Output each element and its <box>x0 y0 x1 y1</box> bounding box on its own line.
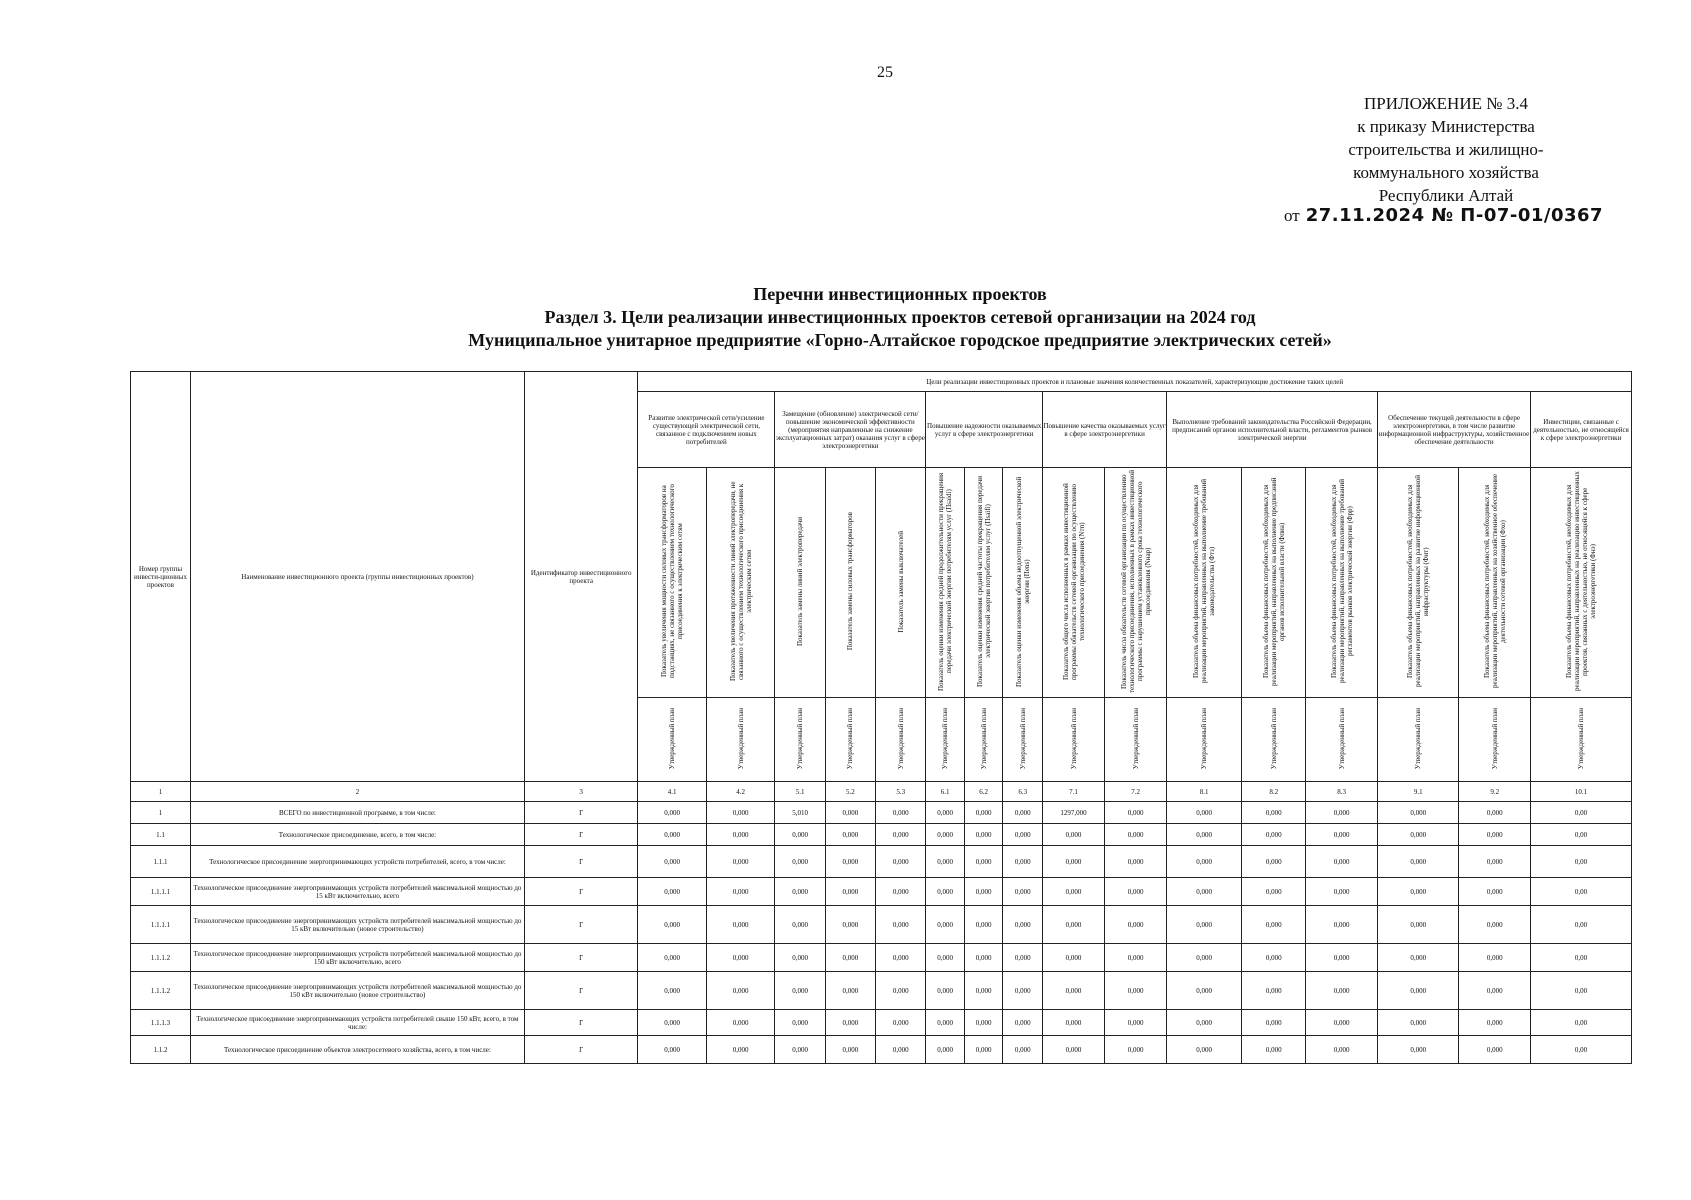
row-value: 0,000 <box>926 802 965 824</box>
header-goals: Цели реализации инвестиционных проектов и плановые значения количественных показателей, характеризующие достижение таких целей <box>638 372 1632 392</box>
row-value: 0,00 <box>1531 824 1632 846</box>
row-name: Технологическое присоединение, всего, в том числе: <box>190 824 524 846</box>
column-number: 2 <box>190 782 524 802</box>
column-number: 5.2 <box>825 782 875 802</box>
row-value: 0,000 <box>964 906 1003 944</box>
row-number: 1.1.1.2 <box>131 944 191 972</box>
table-row <box>131 972 1632 1010</box>
indicator-header <box>926 468 965 698</box>
plan-header <box>1043 698 1105 782</box>
document-titles <box>300 283 1500 352</box>
plan-header <box>706 698 775 782</box>
row-value: 0,000 <box>1043 906 1105 944</box>
row-value: 0,000 <box>876 972 926 1010</box>
row-value: 0,000 <box>638 824 707 846</box>
plan-label: Утвержденный план <box>846 707 855 770</box>
row-value: 0,000 <box>1306 824 1378 846</box>
table-row <box>131 802 1632 824</box>
indicator-header <box>1167 468 1242 698</box>
column-number: 9.1 <box>1378 782 1459 802</box>
column-number: 6.3 <box>1003 782 1043 802</box>
indicator-label: Показатель объема финансовых потребностей, необходимых для реализации мероприятий, направленных на реализацию инвестиционных проектов, связанных с деятельностью, не относящейся к сфере электроэнергетики (Фнэ) <box>1565 471 1598 692</box>
plan-header <box>1242 698 1306 782</box>
row-value: 0,000 <box>1167 802 1242 824</box>
row-value: 0,000 <box>1105 1010 1167 1036</box>
row-number: 1.1.2 <box>131 1036 191 1064</box>
row-value: 0,00 <box>1531 944 1632 972</box>
plan-label: Утвержденный план <box>1018 707 1027 770</box>
row-value: 0,000 <box>964 846 1003 878</box>
row-value: 0,000 <box>825 824 875 846</box>
plan-label: Утвержденный план <box>1269 707 1278 770</box>
plan-header <box>1003 698 1043 782</box>
row-value: 0,000 <box>825 906 875 944</box>
row-value: 0,000 <box>964 824 1003 846</box>
row-value: 0,000 <box>1306 1036 1378 1064</box>
plan-header <box>1459 698 1531 782</box>
row-value: 0,000 <box>926 906 965 944</box>
row-value: 0,000 <box>638 846 707 878</box>
header-group-number: Номер группы инвести-ционных проектов <box>131 372 191 782</box>
row-number: 1.1.1.1 <box>131 906 191 944</box>
indicator-label: Показатель числа обязательств сетевой организации по осуществлению технологического присоединения, исполненных в рамках инвестиционной программы с нарушением установленного срока технологического присоединения (Nнар) <box>1119 469 1152 694</box>
row-value: 0,000 <box>706 906 775 944</box>
indicator-header <box>1306 468 1378 698</box>
column-number: 4.1 <box>638 782 707 802</box>
plan-label: Утвержденный план <box>1577 707 1586 770</box>
row-value: 0,000 <box>1167 1010 1242 1036</box>
column-number: 8.2 <box>1242 782 1306 802</box>
row-value: 0,000 <box>1105 972 1167 1010</box>
row-value: 0,000 <box>964 1036 1003 1064</box>
row-value: 5,010 <box>775 802 825 824</box>
appendix-line: Республики Алтай <box>1378 186 1514 205</box>
indicator-label: Показатель объема финансовых потребностей, необходимых для реализации мероприятий, направленных на развитие информационной инфраструктуры (Фит) <box>1406 475 1431 688</box>
column-number: 6.2 <box>964 782 1003 802</box>
goal-group-header: Повышение качества оказываемых услуг в сфере электроэнергетики <box>1043 392 1167 468</box>
row-value: 0,000 <box>1306 846 1378 878</box>
indicator-label: Показатель объема финансовых потребностей, необходимых для реализации мероприятий, направленных на хозяйственное обеспечение деятельности сетевой организации (Фхо) <box>1482 474 1507 689</box>
row-name: Технологическое присоединение объектов электросетевого хозяйства, всего, в том числе: <box>190 1036 524 1064</box>
row-value: 0,000 <box>926 944 965 972</box>
plan-header <box>1306 698 1378 782</box>
table-row <box>131 878 1632 906</box>
row-value: 0,000 <box>926 1036 965 1064</box>
indicator-header <box>1105 468 1167 698</box>
row-value: 0,000 <box>1459 1036 1531 1064</box>
row-value: 0,000 <box>1167 824 1242 846</box>
row-value: 0,000 <box>1242 802 1306 824</box>
row-value: 0,000 <box>876 878 926 906</box>
row-value: 0,000 <box>1003 972 1043 1010</box>
indicator-label: Показатель замены силовых трансформаторов <box>846 512 855 651</box>
row-value: 0,000 <box>775 972 825 1010</box>
row-value: 0,000 <box>1306 802 1378 824</box>
row-value: 0,000 <box>638 1010 707 1036</box>
row-value: 0,000 <box>876 1036 926 1064</box>
goal-group-header: Замещение (обновление) электрической сети/повышение экономической эффективности (мероприятия направленные на снижение эксплуатационных затрат) оказания услуг в сфере электроэнергетики <box>775 392 926 468</box>
row-value: 0,000 <box>964 878 1003 906</box>
row-value: 0,000 <box>964 802 1003 824</box>
plan-header <box>825 698 875 782</box>
row-value: 0,00 <box>1531 972 1632 1010</box>
column-number: 5.3 <box>876 782 926 802</box>
row-value: 0,000 <box>926 1010 965 1036</box>
plan-label: Утвержденный план <box>896 707 905 770</box>
indicator-label: Показатель общего числа исполненных в рамках инвестиционной программы обязательств сетевой организации по осуществлению технологического присоединения (Nтп) <box>1061 483 1086 680</box>
row-value: 0,000 <box>1459 906 1531 944</box>
row-value: 0,000 <box>1043 1010 1105 1036</box>
row-value: 0,00 <box>1531 1036 1632 1064</box>
indicator-header <box>775 468 825 698</box>
row-value: 0,000 <box>1242 906 1306 944</box>
plan-header <box>926 698 965 782</box>
appendix-line: ПРИЛОЖЕНИЕ № 3.4 <box>1364 94 1528 113</box>
indicator-header <box>1242 468 1306 698</box>
row-identifier: Г <box>524 846 637 878</box>
row-value: 0,000 <box>1105 824 1167 846</box>
row-identifier: Г <box>524 944 637 972</box>
column-number: 6.1 <box>926 782 965 802</box>
plan-label: Утвержденный план <box>1414 707 1423 770</box>
row-value: 0,000 <box>926 878 965 906</box>
row-value: 0,000 <box>1242 944 1306 972</box>
row-value: 0,000 <box>706 824 775 846</box>
row-value: 0,000 <box>1105 802 1167 824</box>
row-value: 0,000 <box>1378 944 1459 972</box>
row-value: 0,000 <box>638 878 707 906</box>
row-value: 0,000 <box>775 944 825 972</box>
row-number: 1 <box>131 802 191 824</box>
appendix-line: коммунального хозяйства <box>1353 163 1539 182</box>
order-reference <box>1284 204 1644 227</box>
row-value: 0,000 <box>1459 1010 1531 1036</box>
appendix-line: строительства и жилищно- <box>1348 140 1544 159</box>
plan-label: Утвержденный план <box>1069 707 1078 770</box>
row-value: 0,000 <box>1003 824 1043 846</box>
row-value: 0,000 <box>1306 972 1378 1010</box>
row-value: 0,000 <box>1043 1036 1105 1064</box>
row-value: 0,000 <box>926 824 965 846</box>
row-value: 0,000 <box>775 846 825 878</box>
row-value: 0,000 <box>1306 906 1378 944</box>
row-value: 0,000 <box>1242 1036 1306 1064</box>
row-value: 0,000 <box>1167 1036 1242 1064</box>
column-number: 9.2 <box>1459 782 1531 802</box>
row-name: Технологическое присоединение энергопринимающих устройств потребителей максимальной мощностью до 15 кВт включительно (новое строительство) <box>190 906 524 944</box>
row-value: 0,000 <box>638 1036 707 1064</box>
header-project-id: Идентификатор инвестиционного проекта <box>524 372 637 782</box>
row-value: 0,000 <box>1003 846 1043 878</box>
row-value: 0,000 <box>1378 972 1459 1010</box>
row-value: 0,000 <box>1003 878 1043 906</box>
row-value: 0,00 <box>1531 878 1632 906</box>
indicator-label: Показатель объема финансовых потребностей, необходимых для реализации мероприятий, направленных на выполнение предписаний органов исполнительной власти (Фпиа) <box>1261 477 1286 686</box>
row-value: 0,000 <box>825 846 875 878</box>
row-value: 0,000 <box>876 944 926 972</box>
row-identifier: Г <box>524 878 637 906</box>
row-value: 0,000 <box>825 802 875 824</box>
indicator-label: Показатель замены линий электропередачи <box>796 516 805 647</box>
indicator-header <box>706 468 775 698</box>
row-value: 0,000 <box>964 972 1003 1010</box>
row-value: 0,000 <box>638 906 707 944</box>
row-value: 0,000 <box>1378 878 1459 906</box>
row-value: 0,000 <box>775 878 825 906</box>
row-identifier: Г <box>524 906 637 944</box>
row-value: 0,000 <box>1378 824 1459 846</box>
row-name: Технологическое присоединение энергопринимающих устройств потребителей максимальной мощностью до 150 кВт включительно (новое строительство) <box>190 972 524 1010</box>
row-name: Технологическое присоединение энергопринимающих устройств потребителей, всего, в том числе: <box>190 846 524 878</box>
plan-label: Утвержденный план <box>736 707 745 770</box>
plan-header <box>1378 698 1459 782</box>
indicator-header <box>825 468 875 698</box>
row-value: 0,000 <box>825 878 875 906</box>
row-value: 0,000 <box>638 972 707 1010</box>
row-value: 0,000 <box>706 1036 775 1064</box>
plan-label: Утвержденный план <box>1337 707 1346 770</box>
row-value: 0,000 <box>638 944 707 972</box>
table-row <box>131 944 1632 972</box>
row-value: 0,000 <box>1105 944 1167 972</box>
row-value: 0,000 <box>706 944 775 972</box>
indicator-label: Показатель увеличения мощности силовых трансформаторов на подстанциях, не связанного с осуществлением технологического присоединения к электрическим сетям <box>660 484 685 679</box>
appendix-block <box>1284 92 1604 226</box>
row-value: 0,000 <box>775 1036 825 1064</box>
row-number: 1.1.1 <box>131 846 191 878</box>
row-value: 0,000 <box>706 1010 775 1036</box>
row-value: 0,000 <box>964 1010 1003 1036</box>
row-value: 0,000 <box>1459 802 1531 824</box>
row-value: 0,000 <box>1167 846 1242 878</box>
column-number: 10.1 <box>1531 782 1632 802</box>
indicator-header <box>964 468 1003 698</box>
plan-label: Утвержденный план <box>668 707 677 770</box>
row-value: 0,000 <box>1003 1036 1043 1064</box>
column-number: 1 <box>131 782 191 802</box>
indicator-header <box>1003 468 1043 698</box>
plan-label: Утвержденный план <box>1490 707 1499 770</box>
column-number: 7.2 <box>1105 782 1167 802</box>
indicator-label: Показатель оценки изменения средней продолжительности прекращения передачи электрической энергии потребителям услуг (Пsaidi) <box>937 472 954 691</box>
column-number: 4.2 <box>706 782 775 802</box>
table-row <box>131 846 1632 878</box>
row-value: 0,000 <box>706 802 775 824</box>
row-identifier: Г <box>524 802 637 824</box>
row-value: 0,000 <box>1043 846 1105 878</box>
investment-table <box>130 371 1632 1064</box>
indicator-header <box>1043 468 1105 698</box>
row-value: 0,000 <box>1306 878 1378 906</box>
table-row <box>131 1036 1632 1064</box>
indicator-label: Показатель объема финансовых потребностей, необходимых для реализации мероприятий, направленных на выполнение требований законодательства (Фтз) <box>1192 479 1217 684</box>
goal-group-header: Обеспечение текущей деятельности в сфере электроэнергетики, в том числе развитие информационной инфраструктуры, хозяйственное обеспечение деятельности <box>1378 392 1531 468</box>
column-number: 8.1 <box>1167 782 1242 802</box>
indicator-header <box>1378 468 1459 698</box>
row-value: 0,000 <box>1459 972 1531 1010</box>
plan-header <box>1531 698 1632 782</box>
row-value: 0,000 <box>1459 824 1531 846</box>
row-value: 0,000 <box>1043 878 1105 906</box>
row-value: 0,000 <box>1378 846 1459 878</box>
row-value: 0,000 <box>825 1036 875 1064</box>
row-value: 0,000 <box>1105 878 1167 906</box>
row-value: 0,000 <box>1242 824 1306 846</box>
indicator-header <box>1531 468 1632 698</box>
row-value: 0,000 <box>1378 1010 1459 1036</box>
row-name: Технологическое присоединение энергопринимающих устройств потребителей максимальной мощностью до 15 кВт включительно, всего <box>190 878 524 906</box>
row-value: 0,000 <box>1167 906 1242 944</box>
row-value: 0,000 <box>825 972 875 1010</box>
row-value: 0,000 <box>1459 878 1531 906</box>
row-value: 0,000 <box>1459 846 1531 878</box>
row-value: 0,000 <box>1242 972 1306 1010</box>
indicator-header <box>876 468 926 698</box>
indicator-label: Показатель замены выключателей <box>896 530 905 633</box>
table-row <box>131 1010 1632 1036</box>
table-row <box>131 906 1632 944</box>
header-project-name: Наименование инвестиционного проекта (группы инвестиционных проектов) <box>190 372 524 782</box>
plan-header <box>638 698 707 782</box>
title-line: Муниципальное унитарное предприятие «Горно-Алтайское городское предприятие электрических сетей» <box>468 330 1332 350</box>
plan-header <box>876 698 926 782</box>
row-value: 0,000 <box>1167 944 1242 972</box>
goal-group-header: Развитие электрической сети/усиление существующей электрической сети, связанное с подключением новых потребителей <box>638 392 775 468</box>
row-value: 0,000 <box>706 878 775 906</box>
row-identifier: Г <box>524 1010 637 1036</box>
plan-header <box>1167 698 1242 782</box>
plan-label: Утвержденный план <box>1131 707 1140 770</box>
column-number: 5.1 <box>775 782 825 802</box>
column-number: 7.1 <box>1043 782 1105 802</box>
row-value: 0,000 <box>876 802 926 824</box>
row-value: 0,000 <box>1105 846 1167 878</box>
row-value: 0,00 <box>1531 1010 1632 1036</box>
row-value: 0,00 <box>1531 802 1632 824</box>
row-value: 0,000 <box>706 972 775 1010</box>
row-identifier: Г <box>524 972 637 1010</box>
plan-label: Утвержденный план <box>979 707 988 770</box>
indicator-header <box>1459 468 1531 698</box>
row-value: 0,000 <box>1003 944 1043 972</box>
row-value: 0,000 <box>775 1010 825 1036</box>
row-value: 0,000 <box>1306 1010 1378 1036</box>
plan-label: Утвержденный план <box>1200 707 1209 770</box>
row-value: 0,000 <box>926 846 965 878</box>
row-value: 0,000 <box>876 846 926 878</box>
appendix-line: к приказу Министерства <box>1357 117 1535 136</box>
plan-header <box>964 698 1003 782</box>
row-value: 0,000 <box>1459 944 1531 972</box>
row-value: 0,000 <box>1003 906 1043 944</box>
title-line: Раздел 3. Цели реализации инвестиционных проектов сетевой организации на 2024 год <box>544 307 1256 327</box>
plan-label: Утвержденный план <box>796 707 805 770</box>
row-value: 0,000 <box>825 1010 875 1036</box>
page-number: 25 <box>877 64 893 81</box>
row-value: 0,000 <box>1043 944 1105 972</box>
row-value: 0,000 <box>775 906 825 944</box>
order-number: 27.11.2024 № П-07-01/0367 <box>1305 205 1604 226</box>
title-line: Перечни инвестиционных проектов <box>753 284 1047 304</box>
row-value: 0,00 <box>1531 906 1632 944</box>
column-number: 3 <box>524 782 637 802</box>
row-value: 0,00 <box>1531 846 1632 878</box>
row-value: 0,000 <box>1003 802 1043 824</box>
indicator-label: Показатель оценки изменения средней частоты прекращения передачи электрической энергии потребителям услуг (Пsaifi) <box>975 476 992 688</box>
row-value: 0,000 <box>1167 878 1242 906</box>
indicator-header <box>638 468 707 698</box>
row-number: 1.1 <box>131 824 191 846</box>
row-number: 1.1.1.2 <box>131 972 191 1010</box>
row-value: 0,000 <box>1043 972 1105 1010</box>
row-number: 1.1.1.1 <box>131 878 191 906</box>
row-name: ВСЕГО по инвестиционной программе, в том числе: <box>190 802 524 824</box>
row-value: 0,000 <box>775 824 825 846</box>
plan-header <box>1105 698 1167 782</box>
order-prefix: от <box>1284 206 1300 225</box>
row-value: 1297,000 <box>1043 802 1105 824</box>
row-value: 0,000 <box>638 802 707 824</box>
table-row <box>131 824 1632 846</box>
plan-label: Утвержденный план <box>941 707 950 770</box>
indicator-label: Показатель объема финансовых потребностей, необходимых для реализации мероприятий, направленных на выполнение требований регламентов рынков электрической энергии (Фрр) <box>1329 479 1354 684</box>
row-name: Технологическое присоединение энергопринимающих устройств потребителей свыше 150 кВт, всего, в том числе: <box>190 1010 524 1036</box>
row-value: 0,000 <box>825 944 875 972</box>
row-name: Технологическое присоединение энергопринимающих устройств потребителей максимальной мощностью до 150 кВт включительно, всего <box>190 944 524 972</box>
row-value: 0,000 <box>706 846 775 878</box>
row-identifier: Г <box>524 824 637 846</box>
column-number: 8.3 <box>1306 782 1378 802</box>
row-value: 0,000 <box>1242 1010 1306 1036</box>
row-value: 0,000 <box>876 824 926 846</box>
indicator-label: Показатель увеличения протяженности линий электропередачи, не связанного с осуществлением технологического присоединения к электрическим сетям <box>728 481 753 682</box>
goal-group-header: Повышение надежности оказываемых услуг в сфере электроэнергетики <box>926 392 1043 468</box>
row-value: 0,000 <box>876 906 926 944</box>
goal-group-header: Инвестиции, связанные с деятельностью, не относящейся к сфере электроэнергетики <box>1531 392 1632 468</box>
row-value: 0,000 <box>1105 1036 1167 1064</box>
plan-header <box>775 698 825 782</box>
row-value: 0,000 <box>1167 972 1242 1010</box>
row-value: 0,000 <box>1242 846 1306 878</box>
goal-group-header: Выполнение требований законодательства Российской Федерации, предписаний органов исполнительной власти, регламентов рынков электрической энергии <box>1167 392 1378 468</box>
row-value: 0,000 <box>1003 1010 1043 1036</box>
row-value: 0,000 <box>964 944 1003 972</box>
row-value: 0,000 <box>1378 802 1459 824</box>
row-identifier: Г <box>524 1036 637 1064</box>
row-value: 0,000 <box>926 972 965 1010</box>
row-value: 0,000 <box>1306 944 1378 972</box>
row-value: 0,000 <box>1378 906 1459 944</box>
row-value: 0,000 <box>1242 878 1306 906</box>
row-value: 0,000 <box>1378 1036 1459 1064</box>
row-value: 0,000 <box>876 1010 926 1036</box>
row-value: 0,000 <box>1043 824 1105 846</box>
indicator-label: Показатель оценки изменения объема недоотпущенной электрической энергии (Пens) <box>1014 476 1031 687</box>
row-value: 0,000 <box>1105 906 1167 944</box>
row-number: 1.1.1.3 <box>131 1010 191 1036</box>
